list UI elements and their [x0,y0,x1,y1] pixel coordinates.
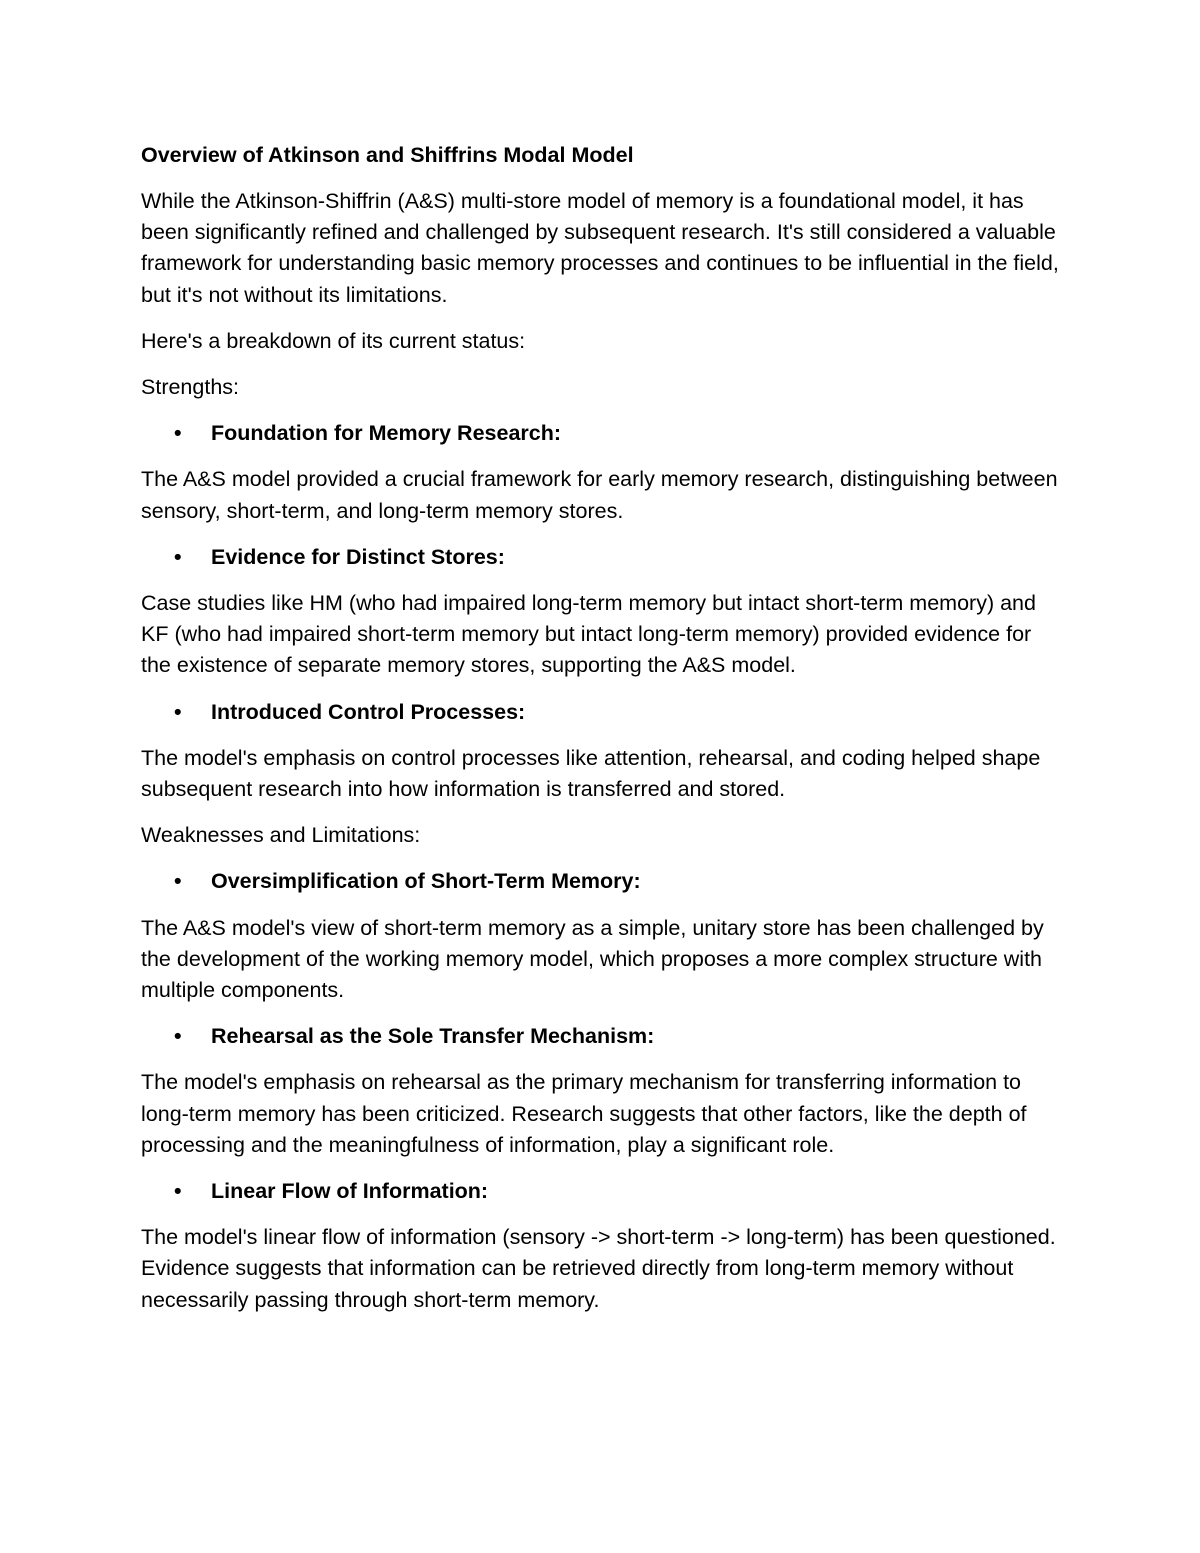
bullet-foundation [141,418,1061,449]
bullet-heading: Foundation for Memory Research: [211,421,562,446]
document-title: Overview of Atkinson and Shiffrins Modal Model [141,143,634,167]
bullet-heading: Introduced Control Processes: [211,699,526,724]
bullet-heading: Oversimplification of Short-Term Memory: [211,869,641,894]
bullet-oversimplification [141,866,1061,897]
bullet-heading: Linear Flow of Information: [211,1179,489,1204]
intro-paragraph: While the Atkinson-Shiffrin (A&S) multi-store model of memory is a foundational model, it has been significantly refined and challenged by subsequent research. It's still considered a valuable framework for understanding basic memory processes and continues to be influential in the field, but it's not without its limitations. [141,189,1059,307]
bullet-text: The A&S model's view of short-term memory as a simple, unitary store has been challenged by the development of the working memory model, which proposes a more complex structure with multiple components. [141,915,1044,1003]
bullet-dot: • [174,1179,182,1204]
breakdown-line: Here's a breakdown of its current status: [141,328,526,353]
strengths-heading: Strengths: [141,375,239,400]
document-page [141,140,1061,1331]
bullet-dot: • [174,544,182,569]
bullet-dot: • [174,421,182,446]
bullet-rehearsal [141,1021,1061,1052]
bullet-text: The model's emphasis on control processes like attention, rehearsal, and coding helped shape subsequent research into how information is transferred and stored. [141,745,1041,802]
bullet-text: The A&S model provided a crucial framework for early memory research, distinguishing between sensory, short-term, and long-term memory stores. [141,467,1058,523]
bullet-control-processes [141,697,1061,728]
bullet-text: Case studies like HM (who had impaired long-term memory but intact short-term memory) and KF (who had impaired short-term memory but intact long-term memory) provided evidence for the existence of separate memory stores, supporting the A&S model. [141,591,1036,678]
bullet-linear-flow [141,1176,1061,1207]
bullet-dot: • [174,1024,182,1049]
bullet-text: The model's linear flow of information (sensory -> short-term -> long-term) has been questioned. Evidence suggests that information can be retrieved directly from long-term memory without necessarily passing through short-term memory. [141,1225,1056,1312]
bullet-dot: • [174,699,182,724]
bullet-text: The model's emphasis on rehearsal as the primary mechanism for transferring information to long-term memory has been criticized. Research suggests that other factors, like the depth of processing and the meaningfulness of information, play a significant role. [141,1070,1027,1157]
bullet-heading: Evidence for Distinct Stores: [211,544,505,569]
bullet-dot: • [174,869,182,894]
bullet-heading: Rehearsal as the Sole Transfer Mechanism: [211,1024,655,1049]
bullet-distinct-stores [141,542,1061,573]
weaknesses-heading: Weaknesses and Limitations: [141,823,421,848]
